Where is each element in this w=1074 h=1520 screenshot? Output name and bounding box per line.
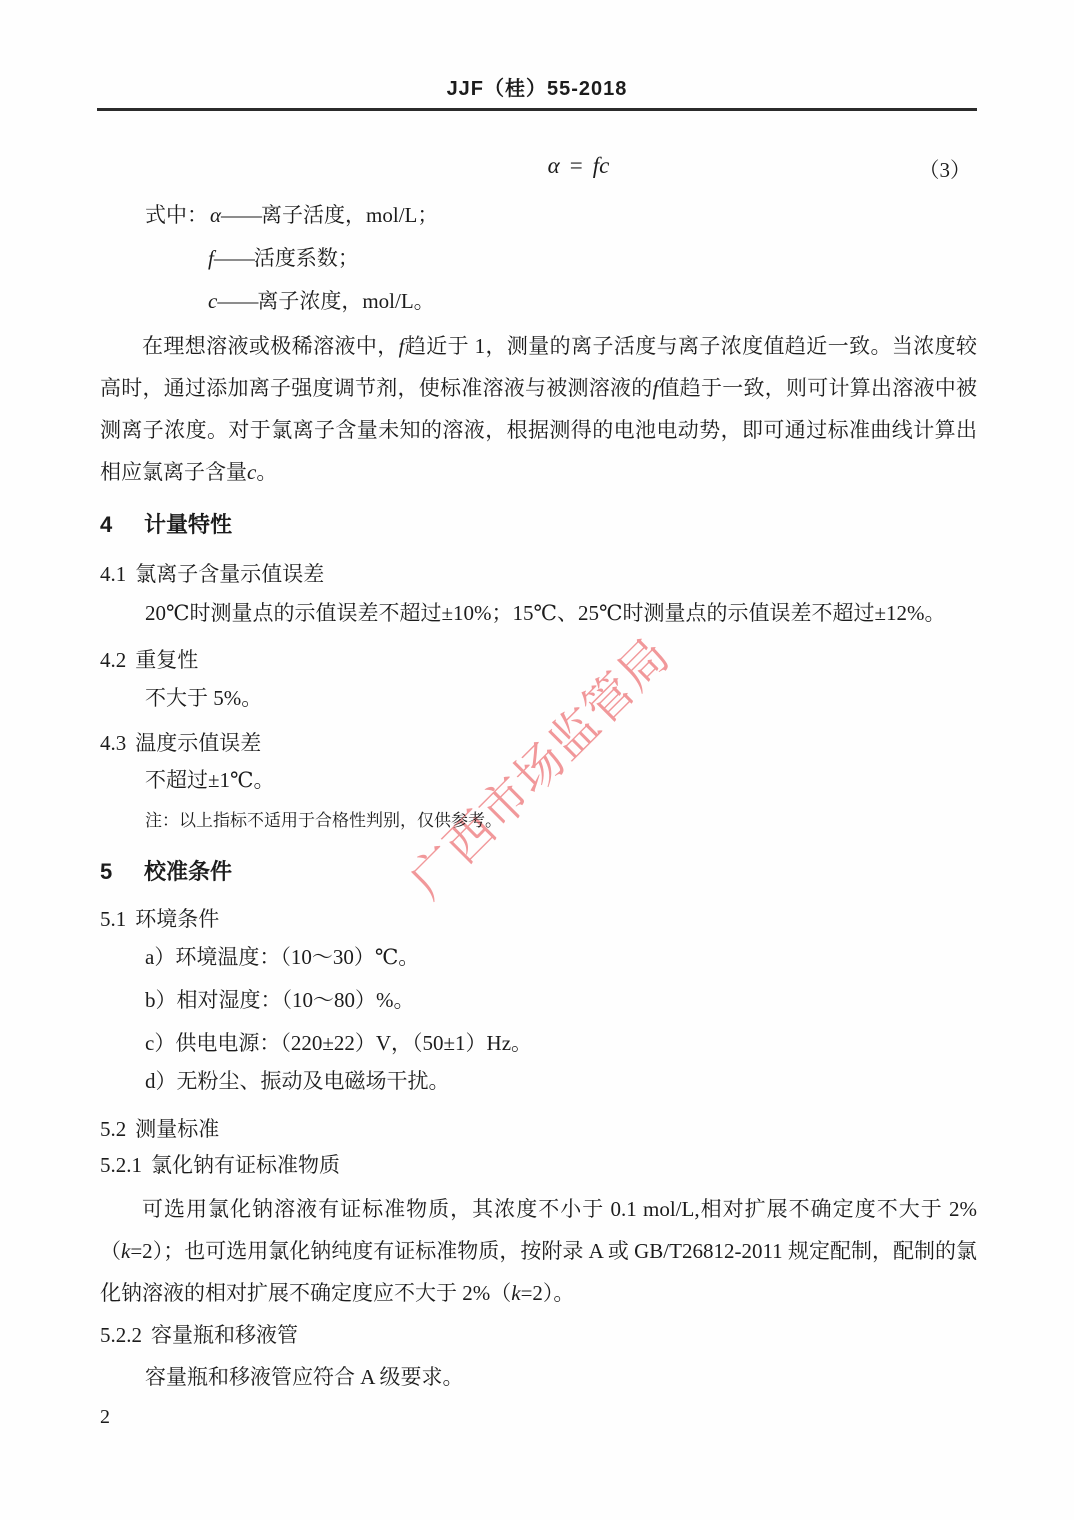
env-item-c: c）供电电源：（220±22）V，（50±1）Hz。	[145, 1031, 533, 1055]
section-5-2-1-heading: 5.2.1 氯化钠有证标准物质	[100, 1153, 340, 1177]
formula-rhs: fc	[592, 153, 610, 178]
formula-number: （3）	[918, 158, 971, 182]
env-item-d: d）无粉尘、振动及电磁场干扰。	[145, 1069, 450, 1093]
definition-f: f——活度系数；	[208, 246, 359, 270]
definition-c: c——离子浓度，mol/L。	[208, 289, 435, 313]
section-4-number: 4	[100, 512, 113, 537]
em-dash: ——	[221, 203, 262, 227]
section-5-2-1-paragraph: 可选用氯化钠溶液有证标准物质，其浓度不小于 0.1 mol/L,相对扩展不确定度不大于 2%（k=2）；也可选用氯化钠纯度有证标准物质，按附录 A 或 GB/T26812-2011 规定配制，配制的氯化钠溶液的相对扩展不确定度应不大于 2%（k=2）。	[100, 1197, 977, 1305]
env-item-a: a）环境温度：（10～30）℃。	[145, 945, 420, 969]
section-4-1-heading: 4.1 氯离子含量示值误差	[100, 562, 325, 586]
section-5-2-heading: 5.2 测量标准	[100, 1117, 220, 1141]
env-item-b: b）相对湿度：（10～80）%。	[145, 988, 415, 1012]
formula-row	[100, 153, 977, 182]
page-number: 2	[100, 1406, 110, 1428]
definition-alpha: 式中：α——离子活度，mol/L；	[145, 203, 439, 227]
header-doc-number: JJF（桂）55-2018	[446, 78, 628, 100]
section-4-2-body: 不大于 5%。	[145, 686, 263, 710]
section-4-3-body: 不超过±1℃。	[145, 768, 275, 792]
em-dash: ——	[213, 246, 254, 270]
section-4-title: 计量特性	[144, 512, 233, 537]
section-4-3-heading: 4.3 温度示值误差	[100, 731, 262, 755]
em-dash: ——	[217, 289, 258, 313]
section-5-heading	[100, 855, 232, 886]
section-5-2-2-heading: 5.2.2 容量瓶和移液管	[100, 1323, 298, 1347]
formula-lhs: α	[547, 153, 560, 178]
section-5-1-heading: 5.1 环境条件	[100, 907, 220, 931]
section-5-number: 5	[100, 859, 113, 884]
intro-paragraph: 在理想溶液或极稀溶液中，f趋近于 1，测量的离子活度与离子浓度值趋近一致。当浓度较高时，通过添加离子强度调节剂，使标准溶液与被测溶液的f值趋于一致，则可计算出溶液中被测离子浓度。对于氯离子含量未知的溶液，根据测得的电池电动势，即可通过标准曲线计算出相应氯离子含量c。	[100, 334, 978, 484]
definition-intro: 式中：	[145, 203, 208, 227]
section-4-3-note: 注：以上指标不适用于合格性判别，仅供参考。	[145, 811, 502, 830]
formula-equals: =	[569, 153, 583, 178]
section-4-1-body: 20℃时测量点的示值误差不超过±10%；15℃、25℃时测量点的示值误差不超过±12%。	[145, 601, 946, 625]
watermark: 广西市场监管局	[400, 628, 681, 909]
section-5-title: 校准条件	[144, 859, 233, 884]
formula-alpha-fc	[548, 153, 610, 179]
section-5-2-2-body: 容量瓶和移液管应符合 A 级要求。	[145, 1365, 464, 1389]
section-4-2-heading: 4.2 重复性	[100, 648, 199, 672]
section-4-heading	[100, 508, 232, 539]
